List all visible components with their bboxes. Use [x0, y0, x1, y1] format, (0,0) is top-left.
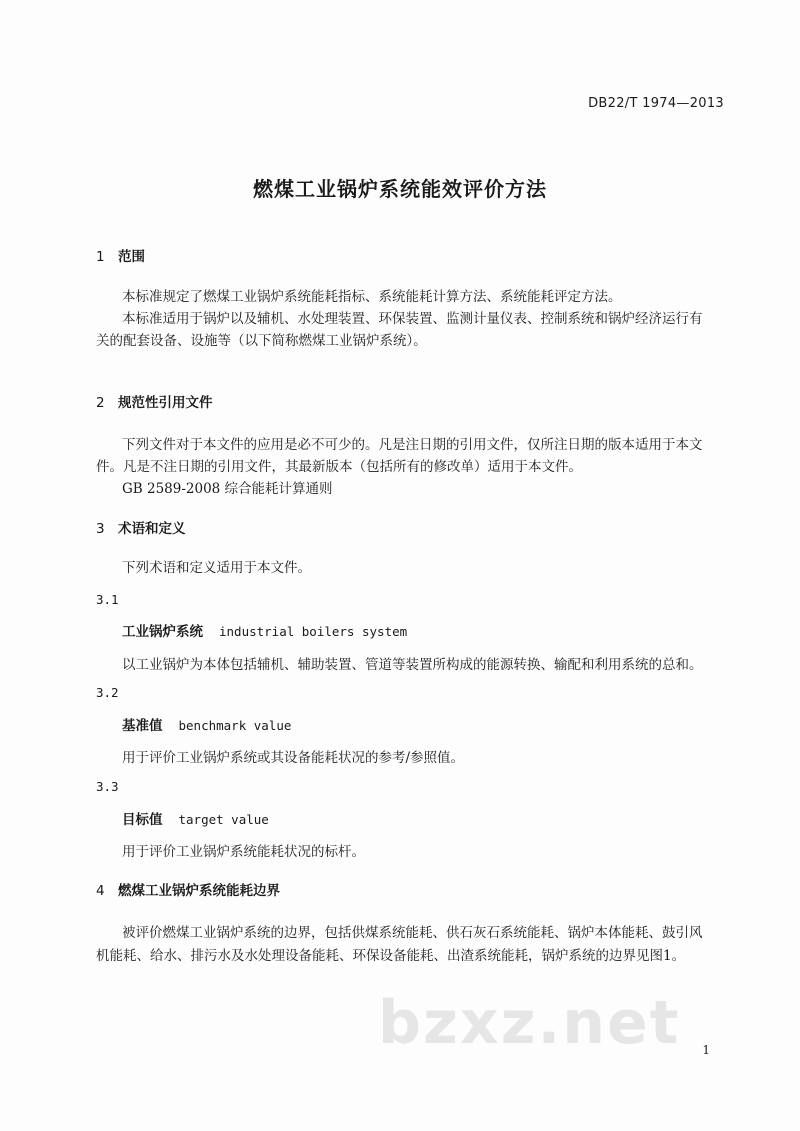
term-definition: 用于评价工业锅炉系统或其设备能耗状况的参考/参照值。: [122, 750, 465, 766]
section-3-heading: [96, 517, 186, 537]
normative-reference: GB 2589-2008 综合能耗计算通则: [122, 481, 333, 497]
paragraph-line: 本标准适用于锅炉以及辅机、水处理装置、环保装置、监测计量仪表、控制系统和锅炉经济运行有: [122, 311, 703, 327]
paragraph-line: 件。凡是不注日期的引用文件，其最新版本（包括所有的修改单）适用于本文件。: [96, 459, 582, 475]
section-number: 4: [96, 883, 105, 899]
term-name-en: benchmark value: [178, 718, 292, 733]
document-title: 燃煤工业锅炉系统能效评价方法: [253, 177, 547, 201]
section-title: 规范性引用文件: [118, 395, 213, 411]
term-number: 3.3: [96, 779, 119, 794]
term-entry: [122, 620, 407, 640]
section-title: 范围: [118, 249, 145, 265]
paragraph-line: 下列文件对于本文件的应用是必不可少的。凡是注日期的引用文件，仅所注日期的版本适用于本文: [122, 437, 703, 453]
term-entry: [122, 714, 291, 734]
term-definition: 用于评价工业锅炉系统能耗状况的标杆。: [122, 844, 365, 860]
section-number: 2: [96, 395, 105, 411]
paragraph-line: 关的配套设备、设施等（以下简称燃煤工业锅炉系统）。: [96, 333, 427, 349]
section-number: 3: [96, 521, 105, 537]
section-1-heading: [96, 245, 145, 265]
term-name-en: industrial boilers system: [219, 624, 408, 639]
section-number: 1: [96, 249, 105, 265]
section-2-heading: [96, 391, 213, 411]
section-4-heading: [96, 879, 280, 899]
term-definition: 以工业锅炉为本体包括辅机、辅助装置、管道等装置所构成的能源转换、输配和利用系统的总和。: [122, 657, 703, 673]
term-name-cn: 目标值: [122, 812, 163, 828]
paragraph-line: 被评价燃煤工业锅炉系统的边界，包括供煤系统能耗、供石灰石系统能耗、锅炉本体能耗、鼓引风: [122, 925, 703, 941]
paragraph-line: 机能耗、给水、排污水及水处理设备能耗、环保设备能耗、出渣系统能耗，锅炉系统的边界见图1。: [96, 948, 686, 964]
paragraph: 下列术语和定义适用于本文件。: [122, 560, 311, 576]
section-title: 术语和定义: [118, 521, 186, 537]
section-title: 燃煤工业锅炉系统能耗边界: [118, 883, 280, 899]
term-name-en: target value: [178, 812, 269, 827]
term-number: 3.1: [96, 592, 119, 607]
page-number: 1: [702, 1043, 710, 1057]
term-name-cn: 基准值: [122, 718, 163, 734]
term-entry: [122, 808, 269, 828]
term-number: 3.2: [96, 685, 119, 700]
standard-number: DB22/T 1974—2013: [588, 96, 724, 111]
paragraph: 本标准规定了燃煤工业锅炉系统能耗指标、系统能耗计算方法、系统能耗评定方法。: [122, 289, 622, 305]
watermark: bzxz.net: [378, 988, 681, 1058]
term-name-cn: 工业锅炉系统: [122, 624, 203, 640]
